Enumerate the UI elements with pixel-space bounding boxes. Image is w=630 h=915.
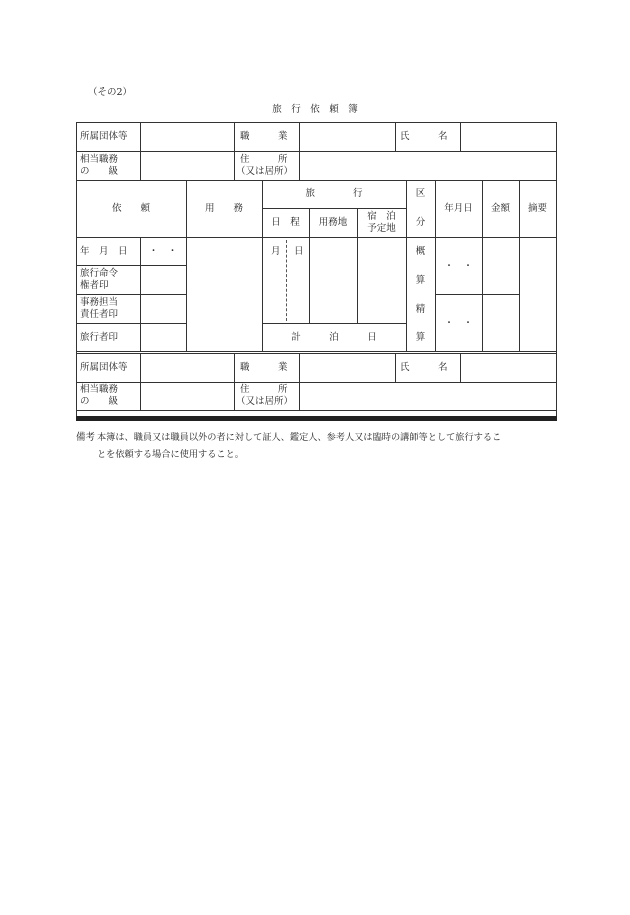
request-header: 依 頼 (111, 203, 150, 214)
note-line2: とを依頼する場合に使用すること。 (97, 449, 244, 460)
settle-date-placeholder: ・ ・ (444, 318, 473, 329)
approx-label-1: 概 (415, 246, 426, 257)
address-label-line2: （又は居所） (236, 166, 294, 177)
bottom-address-label-line1: 住 所 (240, 384, 288, 395)
order-authority-line1: 旅行命令 (80, 268, 119, 279)
settle-label-1: 精 (415, 304, 426, 315)
amount-header: 金額 (490, 203, 510, 214)
bottom-rank-label-line1: 相当職務 (80, 384, 119, 395)
officer-seal-line1: 事務担当 (80, 297, 119, 308)
month-label: 月 (271, 246, 281, 257)
travel-header: 旅 行 (305, 188, 363, 199)
bottom-name-label: 氏 名 (400, 362, 448, 373)
rank-label-line2: の 級 (80, 166, 119, 177)
occupation-label: 職 業 (240, 131, 288, 142)
date-header: 年月日 (444, 203, 473, 214)
rank-label-line1: 相当職務 (80, 154, 119, 165)
address-label-line1: 住 所 (240, 154, 288, 165)
affiliation-label: 所属団体等 (80, 131, 128, 142)
division-header-line2: 分 (415, 217, 426, 228)
page-title: 旅 行 依 頼 簿 (272, 104, 358, 115)
schedule-header: 日 程 (271, 217, 300, 228)
settle-label-2: 算 (415, 332, 426, 343)
approx-date-placeholder: ・ ・ (444, 261, 473, 272)
order-authority-line2: 権者印 (80, 280, 109, 291)
date-placeholder: ・ ・ (148, 246, 178, 257)
approx-label-2: 算 (415, 275, 426, 286)
business-header: 用 務 (204, 203, 243, 214)
name-label: 氏 名 (400, 131, 448, 142)
note-line1: 本簿は、職員又は職員以外の者に対して証人、鑑定人、参考人又は臨時の講師等として旅行するこ (97, 432, 502, 443)
division-header-line1: 区 (415, 188, 426, 199)
remarks-header: 摘要 (527, 203, 547, 214)
lodging-header-line1: 宿 泊 (367, 211, 396, 222)
day-label: 日 (294, 246, 304, 257)
lodging-header-line2: 予定地 (367, 223, 396, 234)
note-label: 備考 (76, 432, 96, 443)
bottom-affiliation-label: 所属団体等 (80, 362, 128, 373)
officer-seal-line2: 責任者印 (80, 309, 119, 320)
bottom-occupation-label: 職 業 (240, 362, 288, 373)
total-nights-label: 計 泊 日 (291, 332, 377, 343)
business-place-header: 用務地 (318, 217, 348, 228)
bottom-address-label-line2: （又は居所） (236, 396, 294, 407)
traveler-seal-label: 旅行者印 (80, 332, 119, 343)
form-number: （その2） (88, 87, 133, 98)
bottom-rank-label-line2: の 級 (80, 396, 119, 407)
date-label: 年 月 日 (80, 246, 128, 257)
